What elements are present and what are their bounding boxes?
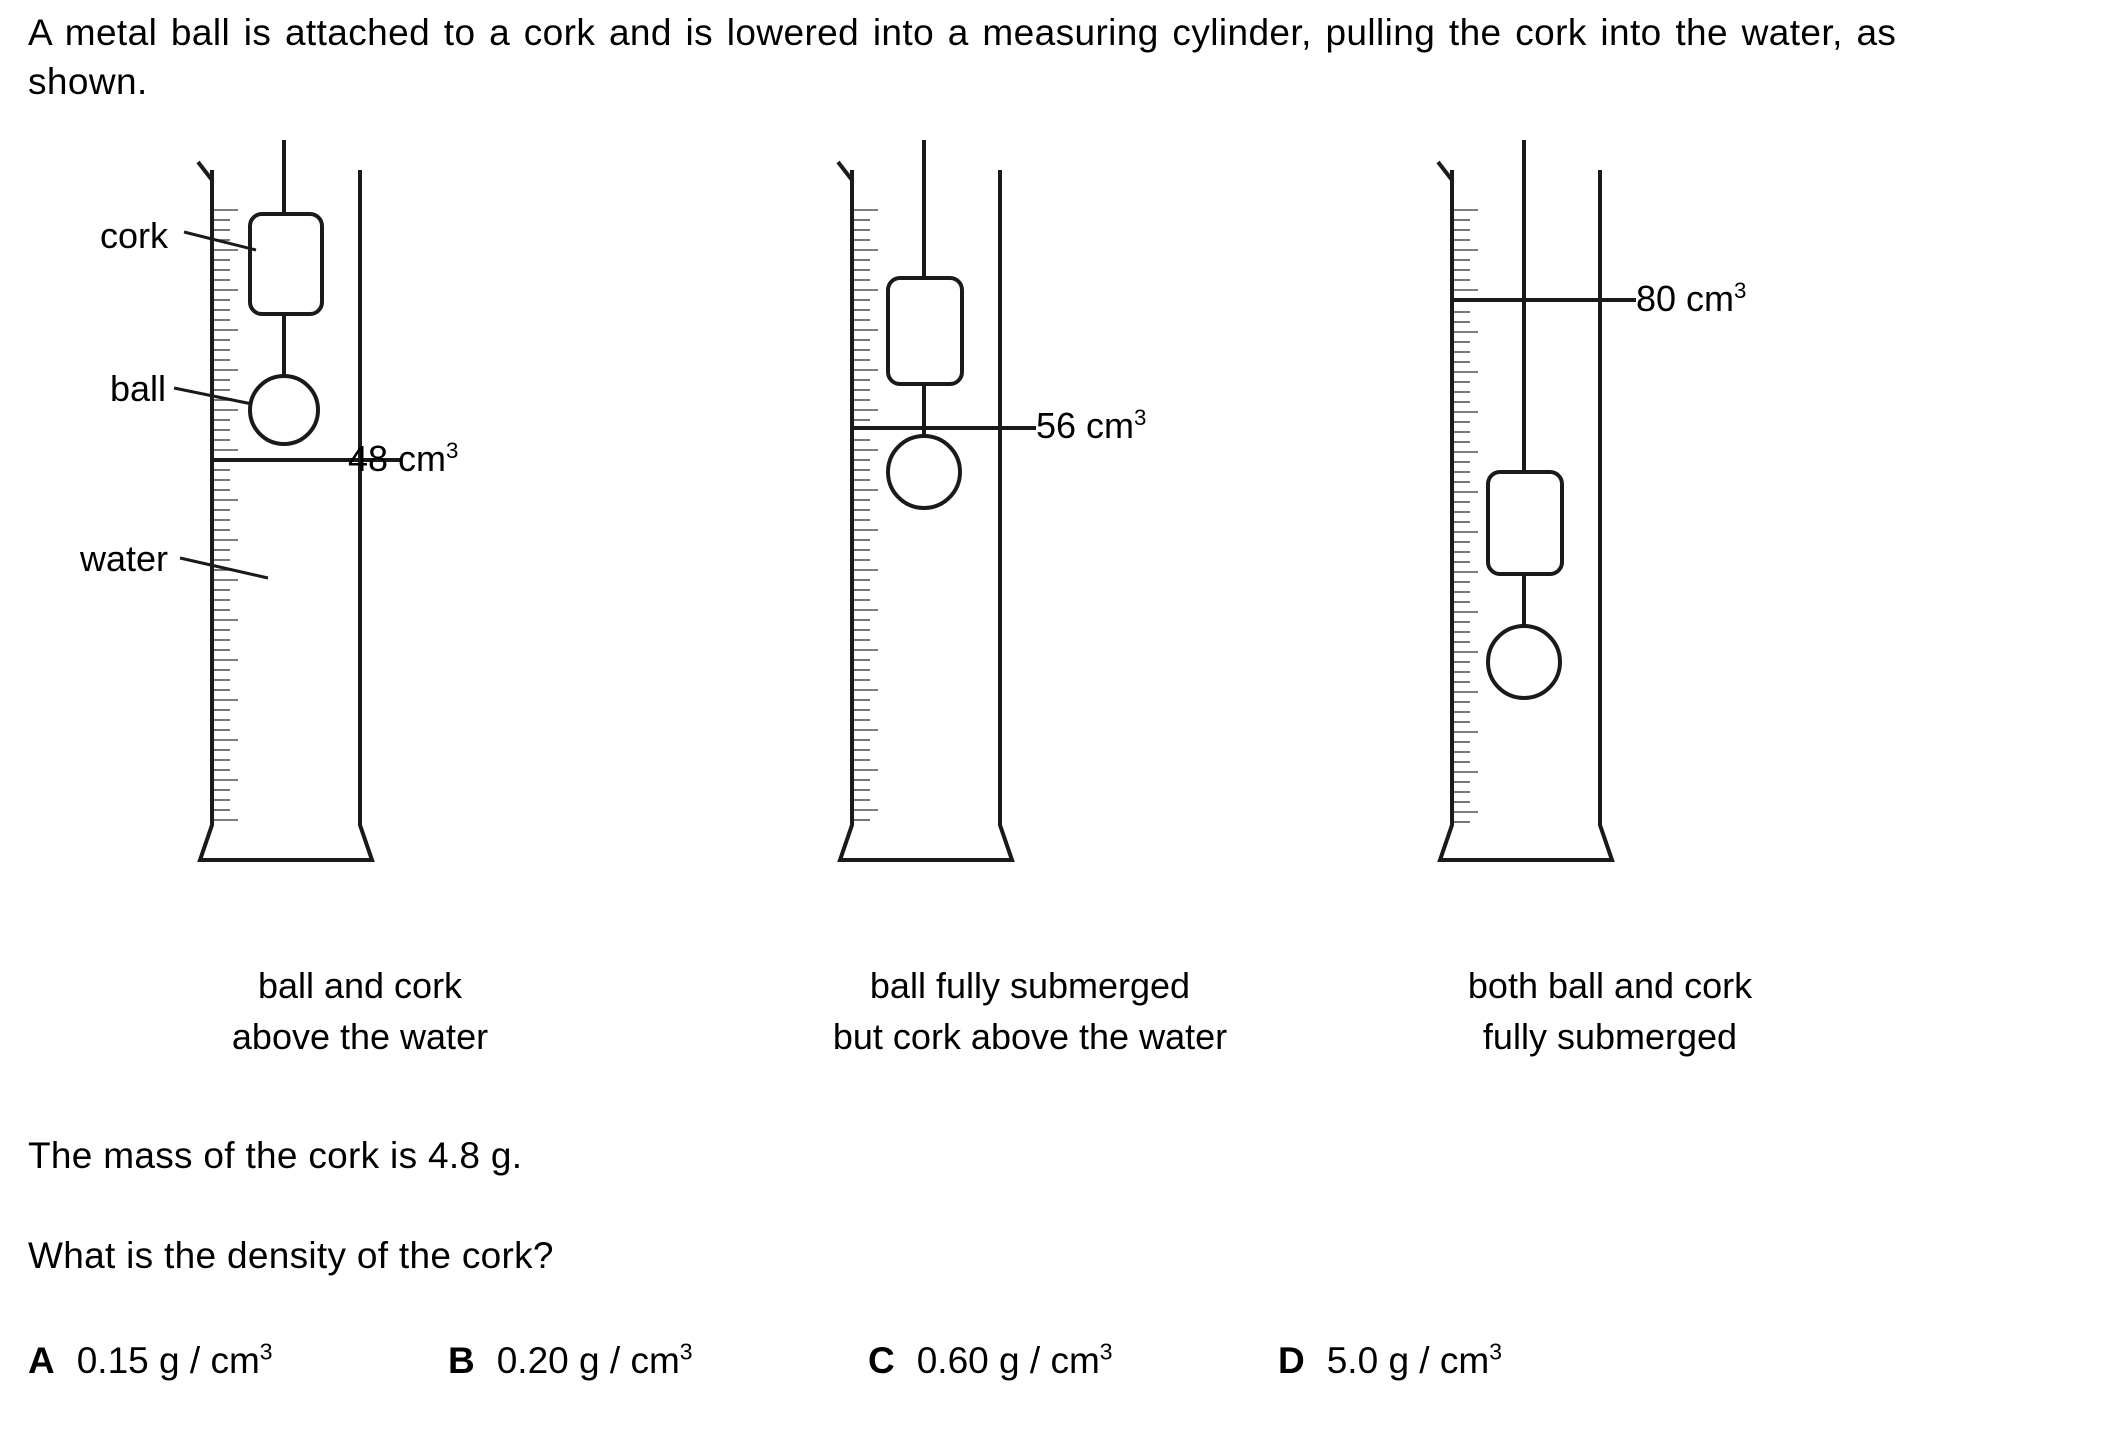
reading-56-exponent: 3	[1134, 405, 1147, 430]
caption-panel-3-line1: both ball and cork	[1467, 965, 1753, 1006]
cylinder-diagram-3	[1300, 140, 1960, 960]
reading-48-exponent: 3	[446, 438, 459, 463]
caption-panel-2-line2: but cork above the water	[832, 1016, 1228, 1058]
label-water: water	[80, 538, 169, 579]
reading-80-value: 80 cm	[1636, 278, 1735, 319]
ball-shape	[250, 376, 318, 444]
diagram-panel-3	[1300, 140, 1960, 1100]
reading-48	[348, 438, 458, 480]
option-c-letter: C	[868, 1340, 895, 1381]
reading-48-value: 48 cm	[348, 438, 447, 479]
caption-panel-2	[700, 960, 1360, 1062]
option-a-letter: A	[28, 1340, 55, 1381]
option-d[interactable]	[1278, 1340, 1502, 1382]
reading-80-exponent: 3	[1734, 278, 1747, 303]
reading-56-value: 56 cm	[1036, 405, 1135, 446]
option-b-letter: B	[448, 1340, 475, 1381]
cylinder-diagram-2	[700, 140, 1360, 960]
option-d-letter: D	[1278, 1340, 1305, 1381]
option-a[interactable]	[28, 1340, 273, 1382]
reading-80	[1636, 278, 1746, 320]
question-prompt: What is the density of the cork?	[28, 1235, 554, 1276]
caption-panel-3	[1280, 960, 1940, 1062]
label-cork: cork	[100, 215, 169, 256]
option-c-exponent: 3	[1099, 1338, 1113, 1365]
caption-panel-1-line1: ball and cork	[257, 965, 463, 1006]
caption-panel-1-line2: above the water	[231, 1016, 489, 1058]
option-a-exponent: 3	[259, 1338, 273, 1365]
ball-shape	[888, 436, 960, 508]
option-c[interactable]	[868, 1340, 1113, 1382]
reading-56	[1036, 405, 1146, 447]
option-a-value: 0.15 g / cm	[76, 1340, 260, 1381]
cork-shape	[250, 214, 322, 314]
option-b-value: 0.20 g / cm	[496, 1340, 680, 1381]
option-d-exponent: 3	[1489, 1338, 1502, 1365]
diagram-group	[0, 140, 2101, 1100]
caption-panel-3-line2: fully submerged	[1482, 1016, 1738, 1058]
cork-shape	[888, 278, 962, 384]
option-c-value: 0.60 g / cm	[916, 1340, 1100, 1381]
ball-shape	[1488, 626, 1560, 698]
caption-panel-2-line1: ball fully submerged	[869, 965, 1191, 1006]
cork-shape	[1488, 472, 1562, 574]
option-b-exponent: 3	[679, 1338, 693, 1365]
diagram-panel-1	[60, 140, 720, 1100]
option-b[interactable]	[448, 1340, 693, 1382]
option-d-value: 5.0 g / cm	[1326, 1340, 1490, 1381]
caption-panel-1	[30, 960, 690, 1062]
diagram-panel-2	[700, 140, 1360, 1100]
question-stem: A metal ball is attached to a cork and is lowered into a measuring cylinder, pulling the cork into the water, as shown.	[28, 12, 1897, 103]
label-ball: ball	[110, 368, 167, 409]
mass-statement: The mass of the cork is 4.8 g.	[28, 1135, 523, 1176]
